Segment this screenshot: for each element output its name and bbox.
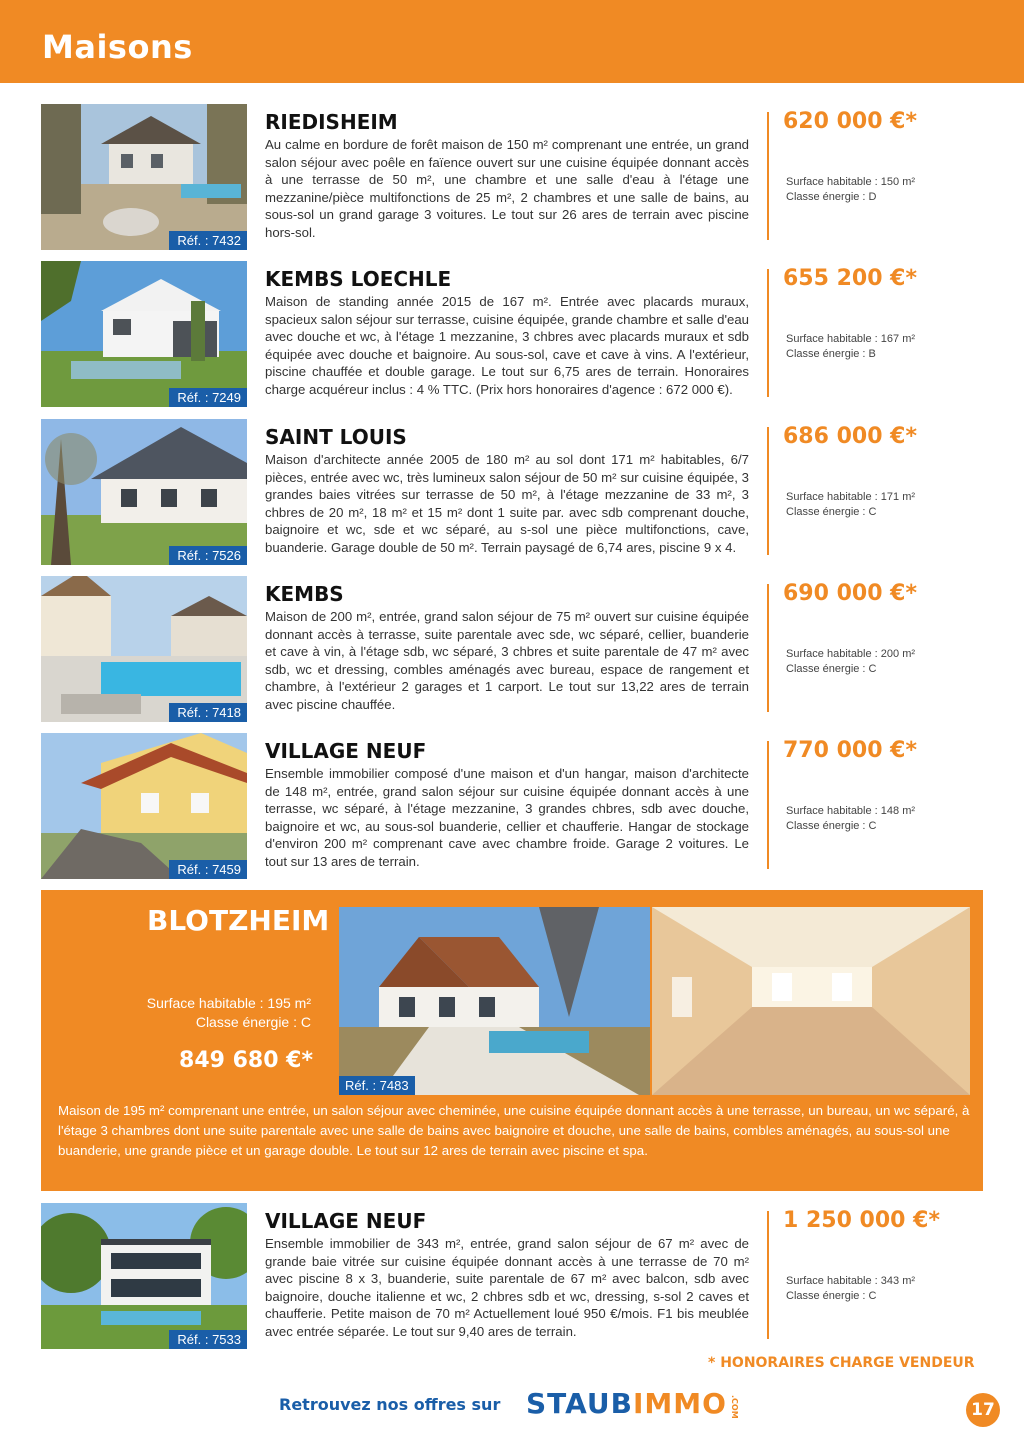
energy-class: Classe énergie : C [786, 663, 877, 675]
listing-description: Ensemble immobilier composé d'une maison et d'un hangar, maison d'architecte de 148 m², entrée, grand salon séjour sur cuisine équipée donnant accès à une terrasse, wc séparé, à l'étage mezzanine, 3 grandes chbres, sdb avec douche, baignoire et wc, au sous-sol buanderie, cellier et chaufferie. Hangar de stockage d'environ 200 m² comprenant cave avec chambre froide. Garage 2 voitures. Le tout sur 13 ares de terrain. [265, 766, 749, 869]
page-number: 17 [966, 1393, 1000, 1427]
listing-meta [786, 1274, 915, 1304]
energy-class: Classe énergie : B [786, 348, 876, 360]
listing-meta [786, 804, 915, 834]
featured-meta [147, 994, 311, 1032]
energy-class: Classe énergie : C [786, 1290, 877, 1302]
listing-price: 770 000 €* [783, 738, 917, 763]
listing-price: 690 000 €* [783, 581, 917, 606]
featured-exterior-photo[interactable] [339, 907, 650, 1095]
divider [767, 112, 769, 240]
listing-description: Ensemble immobilier de 343 m², entrée, grand salon séjour de 67 m² avec de grande baie vitrée sur cuisine équipée donnant accès à une terrasse de 70 m² avec piscine 8 x 3, buanderie, suite parentale de 67 m² avec balcon, sdb avec baignoire, douche italienne et wc, 2 chbres sdb et wc, dressing, s-sol 2 caves et chaufferie. Petite maison de 70 m² Actuellement loué 950 €/mois. F1 bis meublée avec entrée séparée. Le tout sur 9,40 ares de terrain. [265, 1236, 749, 1339]
surface-text: Surface habitable : 150 m² [786, 176, 916, 188]
reference-label: Réf. : 7533 [169, 1330, 247, 1349]
reference-label: Réf. : 7432 [169, 231, 247, 250]
surface-text: Surface habitable : 167 m² [786, 333, 916, 345]
listing-meta [786, 490, 915, 520]
featured-listing[interactable] [41, 890, 983, 1191]
listing-city: RIEDISHEIM [265, 110, 398, 134]
listing-price: 686 000 €* [783, 424, 917, 449]
surface-text: Surface habitable : 148 m² [786, 805, 916, 817]
brand-suffix: .COM [730, 1395, 739, 1419]
listing-photo[interactable] [41, 733, 247, 879]
reference-label: Réf. : 7249 [169, 388, 247, 407]
featured-city: BLOTZHEIM [147, 904, 330, 937]
brand-part-1: STAUB [526, 1387, 633, 1420]
listing-description: Maison de standing année 2015 de 167 m². Entrée avec placards muraux, spacieux salon séjour sur terrasse, cuisine équipée, grande chambre et salle d'eau avec douche et wc, à l'étage 1 mezzanine, 3 chbres avec placards muraux et sdb équipée avec douche et baignoire. Au sous-sol, cave et cave à vins. A l'extérieur, piscine chauffée et double garage. Le tout sur 6,75 ares de terrain. Honoraires charge acquéreur inclus : 4 % TTC. (Prix hors honoraires d'agence : 672 000 €). [265, 294, 749, 397]
footer-tagline: Retrouvez nos offres sur [279, 1395, 501, 1414]
listing-price: 620 000 €* [783, 109, 917, 134]
listing-city: SAINT LOUIS [265, 425, 407, 449]
listing-photo[interactable] [41, 104, 247, 250]
energy-class: Classe énergie : D [786, 191, 877, 203]
divider [767, 1211, 769, 1339]
listing-photo[interactable] [41, 419, 247, 565]
brand-logo[interactable] [526, 1387, 727, 1420]
energy-class: Classe énergie : C [786, 820, 877, 832]
listing-description: Maison de 200 m², entrée, grand salon séjour de 75 m² ouvert sur cuisine équipée donnant accès à terrasse, suite parentale avec sde, wc séparé, cellier, buanderie et cave à vin, à l'étage sdb, wc séparé, 3 chbres et suite parentale de 47 m² avec sdb, wc et dressing, combles aménagés avec bureau, espace de rangement et chambre, à l'extérieur 2 garages et 1 carport. Le tout sur 13,22 ares de terrain avec piscine chauffée. [265, 609, 749, 712]
listing-meta [786, 647, 915, 677]
surface-text: Surface habitable : 200 m² [786, 648, 916, 660]
reference-label: Réf. : 7483 [339, 1076, 415, 1095]
listing-card[interactable] [0, 419, 1024, 567]
listing-card[interactable] [0, 1203, 1024, 1351]
featured-interior-photo[interactable] [652, 907, 970, 1095]
listing-meta [786, 332, 915, 362]
listing-price: 1 250 000 €* [783, 1208, 940, 1233]
fees-footnote: * HONORAIRES CHARGE VENDEUR [708, 1355, 975, 1371]
divider [767, 427, 769, 555]
featured-price: 849 680 €* [179, 1048, 313, 1073]
listing-city: VILLAGE NEUF [265, 739, 427, 763]
energy-class: Classe énergie : C [786, 506, 877, 518]
divider [767, 269, 769, 397]
reference-label: Réf. : 7526 [169, 546, 247, 565]
brand-part-2: IMMO [632, 1387, 727, 1420]
listing-card[interactable] [0, 733, 1024, 881]
section-title: Maisons [42, 28, 193, 66]
listing-city: KEMBS [265, 582, 344, 606]
featured-description: Maison de 195 m² comprenant une entrée, un salon séjour avec cheminée, une cuisine équipée donnant accès à une terrasse, un bureau, un wc séparé, à l'étage 3 chambres dont une suite parentale avec une salle de bains avec baignoire et douche, une salle de bains, combles aménagés, au sous-sol une buanderie, une grande pièce et un garage double. Le tout sur 12 ares de terrain avec piscine et spa. [58, 1103, 970, 1158]
listing-price: 655 200 €* [783, 266, 917, 291]
surface-text: Surface habitable : 195 m² [146, 995, 311, 1011]
energy-class: Classe énergie : C [195, 1014, 311, 1030]
divider [767, 584, 769, 712]
divider [767, 741, 769, 869]
listing-city: VILLAGE NEUF [265, 1209, 427, 1233]
surface-text: Surface habitable : 171 m² [786, 491, 916, 503]
listing-photo[interactable] [41, 576, 247, 722]
listing-description: Maison d'architecte année 2005 de 180 m² au sol dont 171 m² habitables, 6/7 pièces, entrée avec wc, très lumineux salon séjour de 50 m² sur cuisine équipée, 3 grandes baies vitrées sur terrasse de 50 m², à l'étage mezzanine de 33 m², 3 chbres de 20 m², 18 m² et 15 m² dont 1 suite par. avec sdb comprenant douche, baignoire et wc, sde et wc séparé, au s-sol une pièce multifonctions, cave, buanderie. Garage double de 50 m². Terrain paysagé de 6,74 ares, piscine 9 x 4. [265, 452, 749, 555]
listing-description: Au calme en bordure de forêt maison de 150 m² comprenant une entrée, un grand salon séjour avec poêle en faïence ouvert sur une cuisine équipée donnant accès à une terrasse de 50 m², une chambre et une salle d'eau à l'étage une mezzanine/pièce multifonctions de 25 m², 2 chambres et une salle de bains, au sous-sol un grand garage 3 voitures. Le tout sur 26 ares de terrain avec piscine hors-sol. [265, 137, 749, 240]
listing-photo[interactable] [41, 261, 247, 407]
reference-label: Réf. : 7459 [169, 860, 247, 879]
listing-photo[interactable] [41, 1203, 247, 1349]
listing-meta [786, 175, 915, 205]
listing-city: KEMBS LOECHLE [265, 267, 452, 291]
listing-card[interactable] [0, 104, 1024, 252]
listing-card[interactable] [0, 576, 1024, 724]
reference-label: Réf. : 7418 [169, 703, 247, 722]
surface-text: Surface habitable : 343 m² [786, 1275, 916, 1287]
listing-card[interactable] [0, 261, 1024, 409]
page-header [0, 0, 1024, 83]
